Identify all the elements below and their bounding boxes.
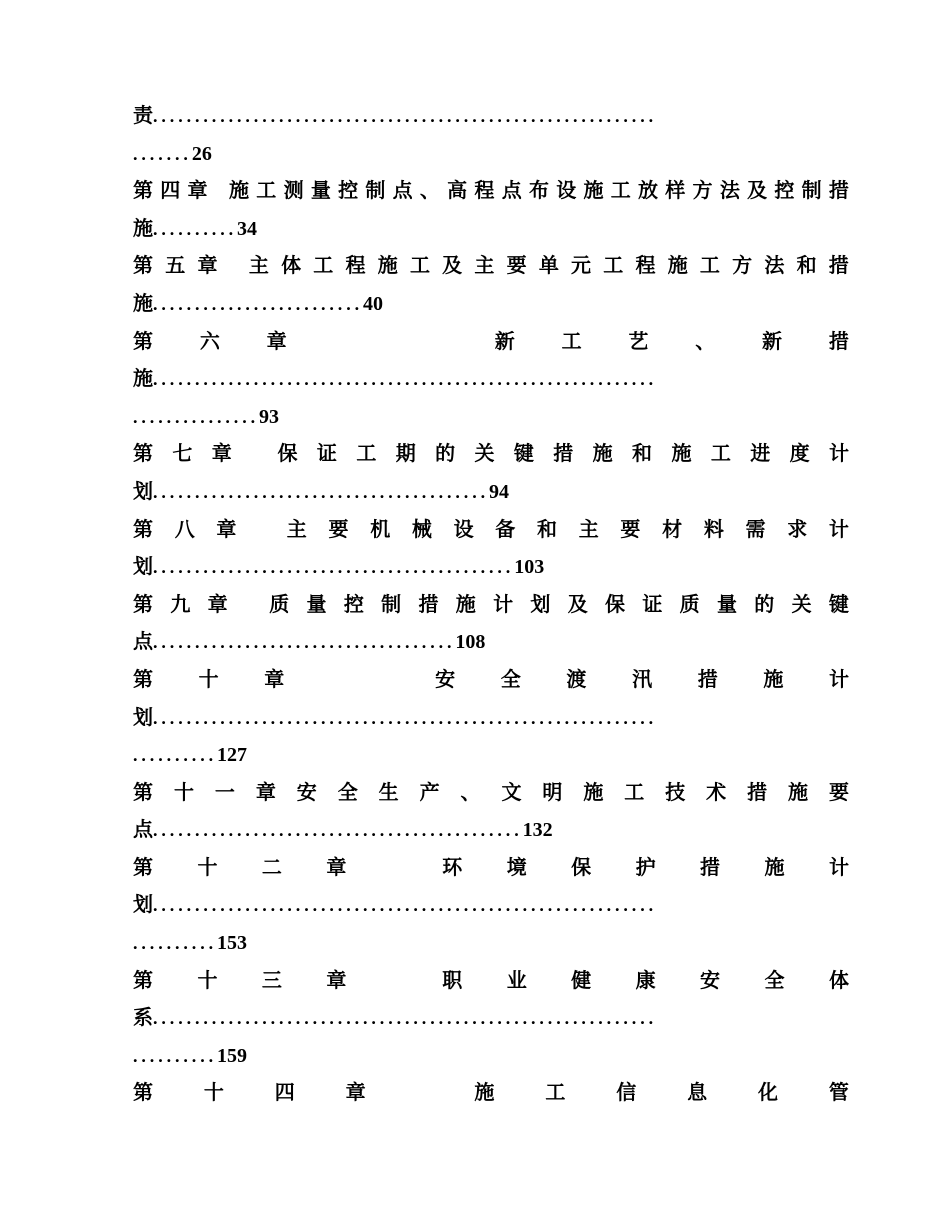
toc-char: 措 xyxy=(553,441,574,466)
toc-char: 设 xyxy=(556,178,577,203)
toc-char: 度 xyxy=(789,441,810,466)
toc-char: 工 xyxy=(256,178,277,203)
toc-leader-dots: ............................................ xyxy=(153,820,523,841)
toc-char: 保 xyxy=(605,591,626,616)
toc-char: 工 xyxy=(313,253,334,278)
toc-leader-dots: ............... xyxy=(133,406,259,427)
toc-leader-dots: ........................................... xyxy=(153,557,515,578)
toc-char: 关 xyxy=(474,441,495,466)
toc-leader-dots: ............................................................ xyxy=(153,106,657,126)
toc-char: 材 xyxy=(662,516,683,541)
toc-char: 主 xyxy=(578,516,599,541)
toc-char: 章 xyxy=(216,516,237,541)
toc-char: 章 xyxy=(264,666,285,691)
toc-char: 产 xyxy=(419,779,440,804)
toc-char: 械 xyxy=(411,516,432,541)
toc-char: 四 xyxy=(160,178,181,203)
toc-char: 明 xyxy=(542,779,563,804)
toc-char: 健 xyxy=(571,967,592,992)
toc-char: 九 xyxy=(170,591,191,616)
toc-char: 第 xyxy=(133,178,153,203)
toc-char: 施 xyxy=(788,779,808,804)
toc-char: 全 xyxy=(500,666,521,691)
toc-char: 四 xyxy=(274,1080,295,1105)
toc-char: 的 xyxy=(754,591,775,616)
toc-char: 渡 xyxy=(566,666,587,691)
toc-line xyxy=(133,548,849,586)
toc-page-number: 93 xyxy=(259,405,279,428)
toc-char xyxy=(245,586,252,624)
toc-char xyxy=(391,849,398,887)
toc-char: 职 xyxy=(442,967,463,992)
toc-char: 工 xyxy=(699,253,720,278)
toc-line xyxy=(133,623,849,661)
toc-line xyxy=(133,774,849,812)
toc-lead-char: 施 xyxy=(133,215,153,240)
toc-line xyxy=(133,360,849,398)
toc-char: 计 xyxy=(828,854,849,879)
toc-char xyxy=(387,323,394,361)
toc-leader-dots: ......................... xyxy=(153,293,363,314)
toc-char: 施 xyxy=(592,441,613,466)
toc-char: 键 xyxy=(828,591,849,616)
toc-char: 七 xyxy=(172,441,193,466)
toc-leader-dots: ............................................................ xyxy=(153,895,657,916)
toc-char: 康 xyxy=(635,967,656,992)
toc-char: 文 xyxy=(501,779,522,804)
toc-line xyxy=(133,849,849,887)
toc-char: 措 xyxy=(700,854,721,879)
toc-char: 元 xyxy=(571,253,592,278)
toc-lead-char: 划 xyxy=(133,478,153,503)
toc-char xyxy=(417,1074,424,1112)
toc-line xyxy=(133,323,849,361)
toc-char: 量 xyxy=(310,178,331,203)
toc-char: 章 xyxy=(266,328,287,353)
toc-char: 备 xyxy=(495,516,516,541)
toc-char: 单 xyxy=(538,253,559,278)
toc-char: 程 xyxy=(345,253,366,278)
toc-leader-dots: ............................................................ xyxy=(153,707,657,728)
toc-char: 措 xyxy=(747,779,768,804)
toc-char: 十 xyxy=(173,779,194,804)
toc-line xyxy=(133,661,849,699)
toc-char: 程 xyxy=(474,178,495,203)
toc-char: 施 xyxy=(455,591,476,616)
toc-lead-char: 点 xyxy=(133,817,153,842)
toc-char: 章 xyxy=(197,253,218,278)
toc-char: 章 xyxy=(326,854,347,879)
toc-char: 技 xyxy=(665,779,686,804)
toc-char: 体 xyxy=(828,967,849,992)
toc-char: 求 xyxy=(787,516,808,541)
toc-char xyxy=(333,323,340,361)
toc-leader-dots: ....... xyxy=(133,143,192,164)
toc-char: 高 xyxy=(447,178,468,203)
toc-leader-dots: .................................... xyxy=(153,632,456,653)
toc-line xyxy=(133,135,849,173)
toc-char: 施 xyxy=(583,178,604,203)
toc-line xyxy=(133,473,849,511)
toc-char: 关 xyxy=(791,591,812,616)
toc-char: 控 xyxy=(774,178,795,203)
toc-char: 、 xyxy=(460,779,481,804)
toc-char: 一 xyxy=(214,779,235,804)
toc-char: 第 xyxy=(133,328,153,353)
toc-char: 章 xyxy=(326,967,347,992)
toc-char: 第 xyxy=(133,516,153,541)
toc-char: 五 xyxy=(165,253,186,278)
toc-char: 计 xyxy=(828,516,849,541)
toc-char: 方 xyxy=(692,178,713,203)
toc-char: 施 xyxy=(377,253,398,278)
toc-char: 第 xyxy=(133,441,153,466)
toc-line xyxy=(133,247,849,285)
toc-char: 十 xyxy=(203,1080,224,1105)
toc-char: 要 xyxy=(620,516,641,541)
toc-char: 方 xyxy=(732,253,753,278)
toc-char: 点 xyxy=(501,178,522,203)
toc-char: 料 xyxy=(703,516,724,541)
toc-page-number: 108 xyxy=(455,631,486,654)
toc-char: 及 xyxy=(567,591,588,616)
toc-char: 八 xyxy=(174,516,195,541)
toc-char: 十 xyxy=(197,967,218,992)
toc-char: 证 xyxy=(316,441,337,466)
toc-line xyxy=(133,586,849,624)
toc-char: 划 xyxy=(530,591,551,616)
toc-char: 及 xyxy=(747,178,768,203)
toc-char: 及 xyxy=(442,253,463,278)
toc-char: 施 xyxy=(229,178,250,203)
toc-char: 六 xyxy=(199,328,220,353)
toc-char: 十 xyxy=(198,666,219,691)
toc-char: 艺 xyxy=(628,328,649,353)
toc-char: 新 xyxy=(762,328,783,353)
toc-char: 第 xyxy=(133,854,153,879)
toc-char: 保 xyxy=(571,854,592,879)
toc-char: 章 xyxy=(345,1080,366,1105)
toc-char: 汛 xyxy=(632,666,653,691)
toc-char: 业 xyxy=(506,967,527,992)
toc-char xyxy=(251,435,258,473)
toc-char xyxy=(383,661,390,699)
toc-char: 工 xyxy=(356,441,377,466)
toc-char: 管 xyxy=(828,1080,849,1105)
toc-char: 量 xyxy=(306,591,327,616)
toc-char xyxy=(330,661,337,699)
toc-char: 计 xyxy=(829,441,849,466)
toc-char: 制 xyxy=(381,591,402,616)
toc-leader-dots: ............................................................ xyxy=(153,369,657,390)
toc-char xyxy=(391,962,398,1000)
toc-char: 息 xyxy=(687,1080,708,1105)
toc-char: 施 xyxy=(671,441,692,466)
toc-leader-dots: .......... xyxy=(133,933,217,954)
toc-lead-char: 系 xyxy=(133,1005,153,1030)
toc-leader-dots: .......... xyxy=(133,1045,217,1066)
toc-char: 放 xyxy=(638,178,659,203)
toc-char: 进 xyxy=(750,441,771,466)
toc-leader-dots: .......... xyxy=(153,218,237,239)
toc-char: 保 xyxy=(277,441,298,466)
toc-line xyxy=(133,435,849,473)
toc-char: 工 xyxy=(710,441,731,466)
toc-char: 、 xyxy=(695,328,716,353)
toc-char: 点 xyxy=(392,178,413,203)
toc-line xyxy=(133,924,849,962)
toc-char: 、 xyxy=(419,178,440,203)
toc-char: 主 xyxy=(474,253,495,278)
toc-char: 二 xyxy=(261,854,282,879)
toc-line xyxy=(133,811,849,849)
toc-char: 工 xyxy=(624,779,645,804)
toc-line xyxy=(133,886,849,924)
toc-char: 要 xyxy=(828,779,849,804)
toc-char xyxy=(230,247,237,285)
toc-char: 施 xyxy=(764,854,785,879)
toc-page-number: 94 xyxy=(489,480,509,503)
toc-char xyxy=(215,172,222,210)
toc-line xyxy=(133,999,849,1037)
toc-char: 十 xyxy=(197,854,218,879)
toc-line xyxy=(133,736,849,774)
toc-line xyxy=(133,699,849,737)
toc-char: 量 xyxy=(716,591,737,616)
toc-line xyxy=(133,1074,849,1112)
toc-char: 主 xyxy=(248,253,269,278)
toc-char: 第 xyxy=(133,1080,153,1105)
toc-char: 第 xyxy=(133,591,153,616)
toc-char: 要 xyxy=(328,516,349,541)
toc-char: 措 xyxy=(418,591,439,616)
toc-char: 计 xyxy=(493,591,514,616)
toc-leader-dots: .......... xyxy=(133,745,217,766)
toc-char: 工 xyxy=(561,328,582,353)
toc-char: 施 xyxy=(474,1080,495,1105)
toc-char: 法 xyxy=(764,253,785,278)
toc-char: 措 xyxy=(697,666,718,691)
toc-line xyxy=(133,962,849,1000)
table-of-contents xyxy=(133,97,849,1112)
toc-char: 工 xyxy=(409,253,430,278)
toc-char: 化 xyxy=(757,1080,778,1105)
toc-lead-char: 施 xyxy=(133,290,153,315)
toc-lead-char: 施 xyxy=(133,366,153,391)
toc-line xyxy=(133,210,849,248)
toc-char: 测 xyxy=(283,178,304,203)
toc-leader-dots: ............................................................ xyxy=(153,1008,657,1029)
toc-char: 施 xyxy=(763,666,784,691)
toc-char: 生 xyxy=(378,779,399,804)
toc-line xyxy=(133,1037,849,1075)
toc-char: 章 xyxy=(207,591,228,616)
toc-char: 布 xyxy=(528,178,549,203)
toc-line xyxy=(133,172,849,210)
toc-char: 章 xyxy=(211,441,232,466)
toc-char: 境 xyxy=(506,854,527,879)
toc-char: 工 xyxy=(610,178,631,203)
toc-char: 主 xyxy=(286,516,307,541)
toc-lead-char: 划 xyxy=(133,704,153,729)
toc-lead-char: 划 xyxy=(133,892,153,917)
toc-char: 控 xyxy=(343,591,364,616)
toc-char: 护 xyxy=(635,854,656,879)
toc-lead-char: 划 xyxy=(133,554,153,579)
toc-char: 期 xyxy=(395,441,416,466)
toc-line xyxy=(133,398,849,436)
toc-char: 键 xyxy=(513,441,534,466)
toc-char: 第 xyxy=(133,779,153,804)
toc-char: 措 xyxy=(828,178,849,203)
toc-char: 措 xyxy=(828,328,849,353)
toc-page-number: 159 xyxy=(217,1044,247,1067)
toc-page-number: 34 xyxy=(237,217,257,240)
toc-page-number: 103 xyxy=(514,556,545,579)
toc-char: 控 xyxy=(338,178,359,203)
toc-char: 质 xyxy=(269,591,290,616)
toc-char: 和 xyxy=(632,441,653,466)
toc-leader-dots: ........................................ xyxy=(153,481,489,502)
toc-char: 第 xyxy=(133,967,153,992)
toc-char: 施 xyxy=(667,253,688,278)
toc-char: 和 xyxy=(796,253,817,278)
toc-page-number: 153 xyxy=(217,932,247,955)
toc-char: 工 xyxy=(603,253,624,278)
toc-char: 制 xyxy=(365,178,386,203)
toc-char: 证 xyxy=(642,591,663,616)
toc-char: 要 xyxy=(506,253,527,278)
toc-char: 章 xyxy=(187,178,208,203)
toc-char: 安 xyxy=(435,666,456,691)
toc-char: 体 xyxy=(281,253,302,278)
toc-char: 全 xyxy=(764,967,785,992)
toc-char: 第 xyxy=(133,253,153,278)
toc-char: 新 xyxy=(494,328,515,353)
toc-char xyxy=(258,511,265,549)
toc-line xyxy=(133,511,849,549)
toc-char: 法 xyxy=(719,178,740,203)
toc-char: 章 xyxy=(255,779,276,804)
toc-char: 第 xyxy=(133,666,153,691)
toc-char xyxy=(441,323,448,361)
toc-char: 需 xyxy=(745,516,766,541)
toc-char: 环 xyxy=(442,854,463,879)
toc-page-number: 127 xyxy=(217,744,247,767)
toc-char: 和 xyxy=(537,516,557,541)
toc-char: 样 xyxy=(665,178,686,203)
toc-char: 程 xyxy=(635,253,656,278)
toc-char: 安 xyxy=(700,967,721,992)
toc-line xyxy=(133,97,849,135)
toc-char: 术 xyxy=(706,779,727,804)
toc-lead-char: 点 xyxy=(133,629,153,654)
toc-char: 工 xyxy=(545,1080,566,1105)
toc-line xyxy=(133,285,849,323)
toc-char: 措 xyxy=(828,253,849,278)
toc-char: 机 xyxy=(370,516,391,541)
toc-char: 安 xyxy=(296,779,317,804)
toc-char: 三 xyxy=(261,967,282,992)
toc-page-number: 40 xyxy=(363,292,383,315)
toc-page-number: 132 xyxy=(522,819,553,842)
toc-char: 制 xyxy=(801,178,822,203)
toc-char: 信 xyxy=(616,1080,637,1105)
toc-char: 计 xyxy=(828,666,849,691)
toc-char: 施 xyxy=(583,779,604,804)
toc-page-number: 26 xyxy=(191,142,212,165)
toc-char: 设 xyxy=(453,516,474,541)
toc-lead-char: 责 xyxy=(133,103,153,127)
toc-char: 全 xyxy=(337,779,358,804)
toc-char: 质 xyxy=(679,591,700,616)
toc-char: 的 xyxy=(435,441,456,466)
